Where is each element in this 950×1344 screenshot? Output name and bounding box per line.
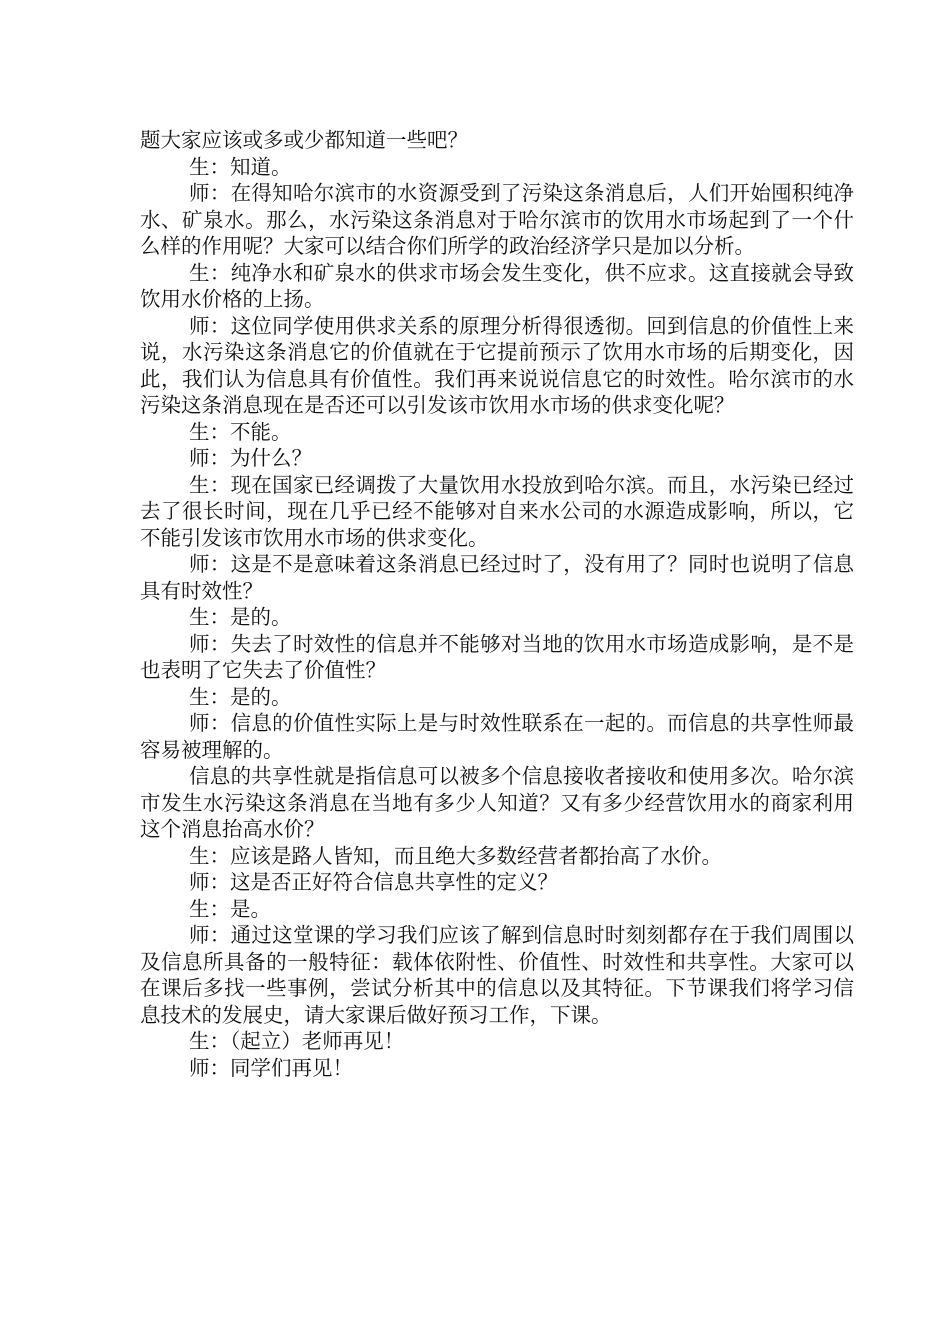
- paragraph: 师：通过这堂课的学习我们应该了解到信息时时刻刻都存在于我们周围以及信息所具备的一般特征：载体依附性、价值性、时效性和共享性。大家可以在课后多找一些事例，尝试分析其中的信息以及其特征。下节课我们将学习信息技术的发展史，请大家课后做好预习工作，下课。: [140, 923, 854, 1027]
- paragraph: 信息的共享性就是指信息可以被多个信息接收者接收和使用多次。哈尔滨市发生水污染这条消息在当地有多少人知道？又有多少经营饮用水的商家利用这个消息抬高水价？: [140, 764, 854, 841]
- paragraph: 生：（起立）老师再见！: [189, 1029, 405, 1053]
- paragraph: 生：纯净水和矿泉水的供求市场会发生变化，供不应求。这直接就会导致饮用水价格的上扬。: [140, 260, 854, 311]
- paragraph: 生：应该是路人皆知，而且绝大多数经营者都抬高了水价。: [189, 843, 722, 868]
- paragraph: 生：现在国家已经调拨了大量饮用水投放到哈尔滨。而且，水污染已经过去了很长时间，现在几乎已经不能够对自来水公司的水源造成影响，所以，它不能引发该市饮用水市场的供求变化。: [140, 472, 854, 550]
- paragraph: 生：是。: [189, 896, 271, 921]
- paragraph: 师：这是不是意味着这条消息已经过时了，没有用了？同时也说明了信息具有时效性？: [140, 552, 854, 603]
- paragraph: 生：知道。: [189, 154, 292, 179]
- paragraph: 生：是的。: [189, 684, 292, 709]
- paragraph: 师：为什么？: [189, 446, 312, 470]
- paragraph: 师：这位同学使用供求关系的原理分析得很透彻。回到信息的价值性上来说，水污染这条消息它的价值就在于它提前预示了饮用水市场的后期变化，因此，我们认为信息具有价值性。我们再来说说信息它的时效性。哈尔滨市的水污染这条消息现在是否还可以引发该市饮用水市场的供求变化呢？: [140, 313, 854, 417]
- paragraph: 师：同学们再见！: [189, 1055, 353, 1080]
- paragraph-continuation: 题大家应该或多或少都知道一些吧？: [140, 128, 468, 152]
- paragraph: 师：信息的价值性实际上是与时效性联系在一起的。而信息的共享性师最容易被理解的。: [140, 711, 854, 762]
- paragraph: 生：是的。: [189, 605, 292, 629]
- paragraph: 师：在得知哈尔滨市的水资源受到了污染这条消息后，人们开始囤积纯净水、矿泉水。那么，水污染这条消息对于哈尔滨市的饮用水市场起到了一个什么样的作用呢？大家可以结合你们所学的政治经济学只是加以分析。: [140, 181, 854, 258]
- paragraph: 师：这是否正好符合信息共享性的定义？: [189, 870, 558, 894]
- paragraph: 生：不能。: [189, 419, 292, 444]
- paragraph: 师：失去了时效性的信息并不能够对当地的饮用水市场造成影响，是不是也表明了它失去了价值性？: [140, 631, 854, 682]
- document-body: [140, 127, 854, 1081]
